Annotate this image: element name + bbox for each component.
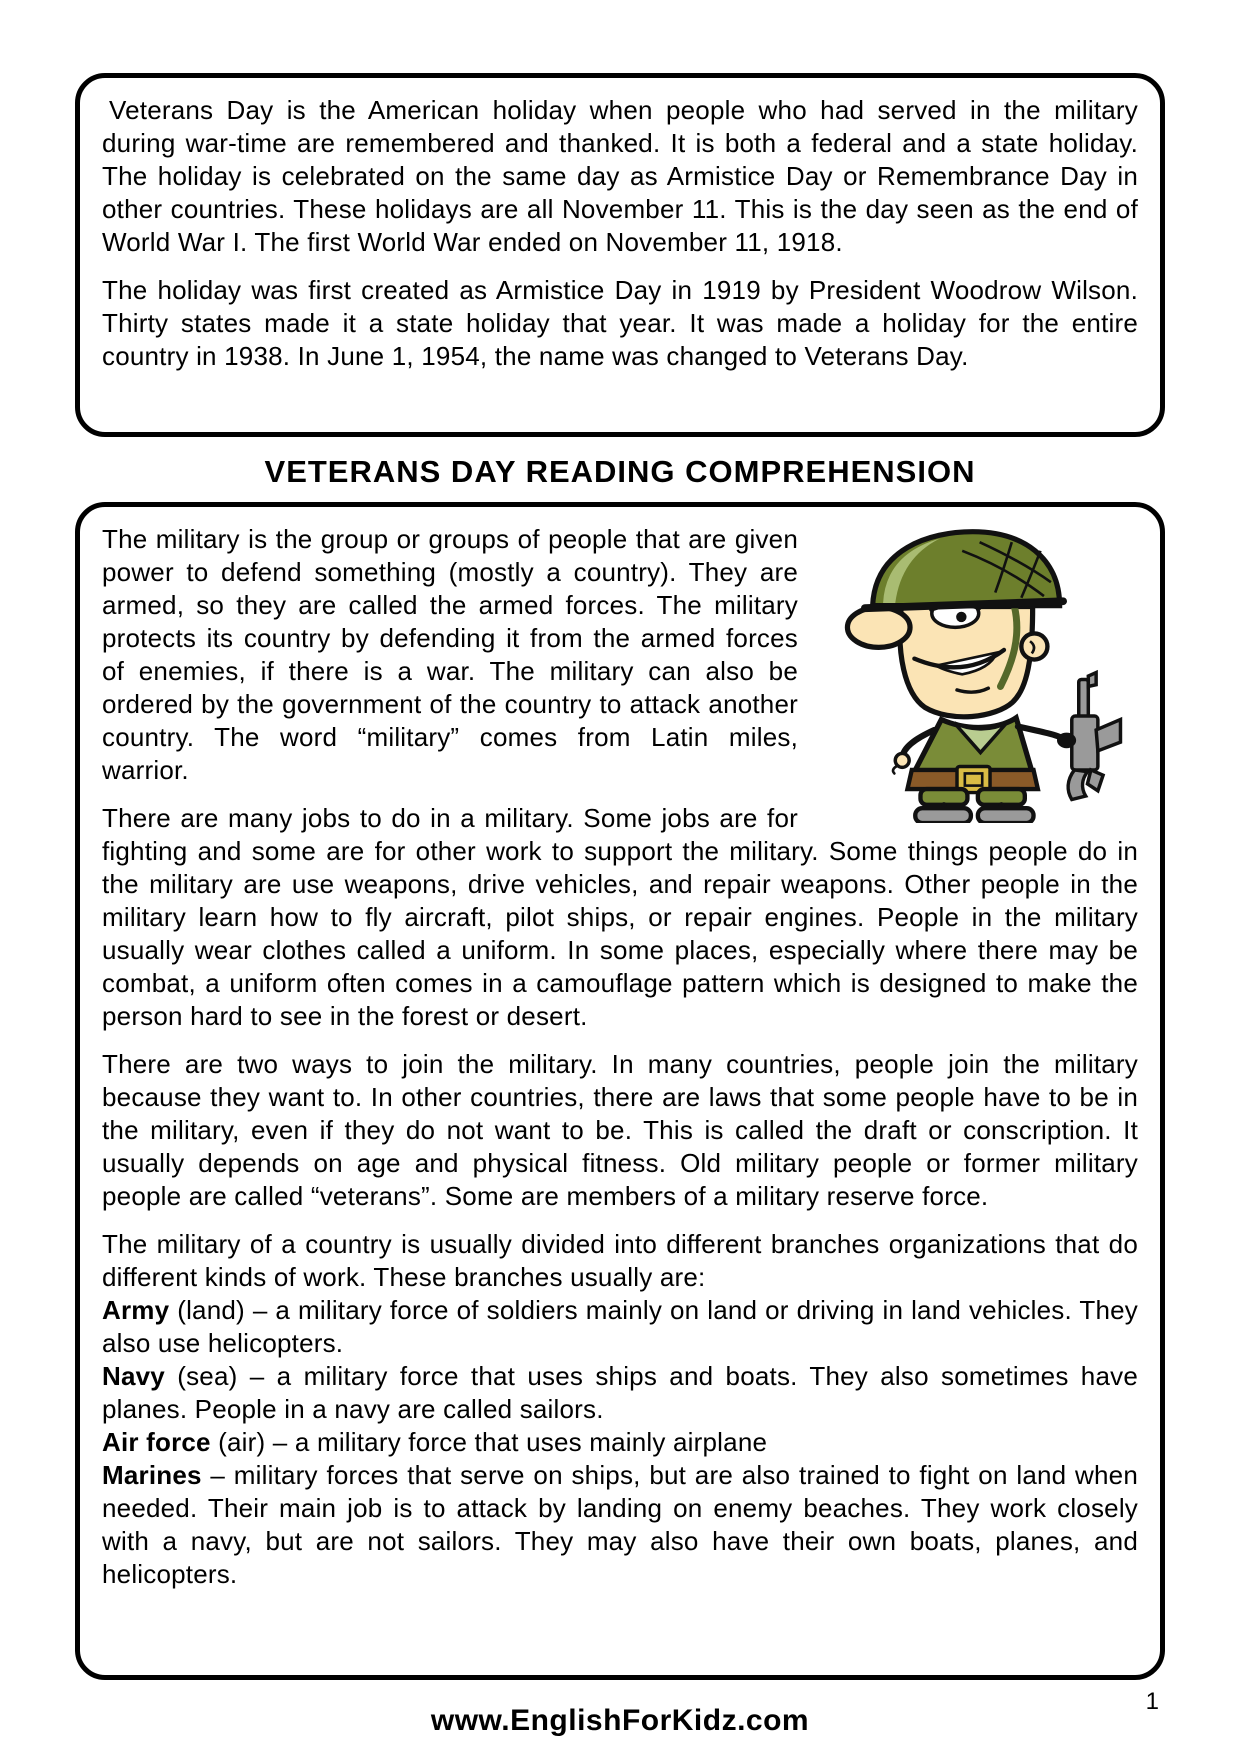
intro-box (75, 73, 1165, 437)
reading-paragraph-4: The military of a country is usually divided into different branches organizations that do different kinds of work. These branches usually are: (102, 1229, 1138, 1292)
branch-description: – military forces that serve on ships, but are also trained to fight on land when needed. Their main job is to attack by landing on enemy beaches. They work closely with a navy, but are not sailors. They may also have their own boats, planes, and helicopters. (102, 1460, 1138, 1589)
branch-description: (land) – a military force of soldiers mainly on land or driving in land vehicles. They also use helicopters. (102, 1295, 1138, 1358)
branch-description: (air) – a military force that uses mainly airplane (210, 1427, 768, 1457)
reading-paragraph-1: The military is the group or groups of people that are given power to defend something (mostly a country). They are armed, so they are called the armed forces. The military protects its country by defending it from the armed forces of enemies, if there is a war. The military can also be ordered by the government of the country to attack another country. The word “military” comes from Latin miles, warrior. (102, 524, 798, 785)
footer-website: www.EnglishForKidz.com (430, 1704, 810, 1737)
intro-paragraph-2: The holiday was first created as Armistice Day in 1919 by President Woodrow Wilson. Thirty states made it a state holiday that year. It was made a holiday for the entire country in 1938. In June 1, 1954, the name was changed to Veterans Day. (102, 275, 1138, 371)
branch-item-army (102, 1294, 1138, 1360)
branch-name: Air force (102, 1427, 211, 1457)
intro-paragraph-1: Veterans Day is the American holiday when people who had served in the military during war-time are remembered and thanked. It is both a federal and a state holiday. The holiday is celebrated on the same day as Armistice Day or Remembrance Day in other countries. These holidays are all November 11. This is the day seen as the end of World War I. The first World War ended on November 11, 1918. (102, 95, 1138, 257)
branch-name: Marines (102, 1460, 202, 1490)
page-content (75, 73, 1165, 1752)
cartoon-soldier-icon (816, 523, 1138, 823)
branch-name: Navy (102, 1361, 165, 1391)
page-title: VETERANS DAY READING COMPREHENSION (264, 454, 976, 489)
reading-paragraph-2: There are many jobs to do in a military. Some jobs are for fighting and some are for other work to support the military. Some things people do in the military are use weapons, drive vehicles, and repair weapons. Other people in the military learn how to fly aircraft, pilot ships, or repair engines. People in the military usually wear clothes called a uniform. In some places, especially where there may be combat, a uniform often comes in a camouflage pattern which is designed to make the person hard to see in the forest or desert. (102, 803, 1138, 1031)
branch-name: Army (102, 1295, 170, 1325)
branch-item-navy (102, 1360, 1138, 1426)
reading-paragraph-3: There are two ways to join the military. In many countries, people join the military because they want to. In other countries, there are laws that some people have to be in the military, even if they do not want to be. This is called the draft or conscription. It usually depends on age and physical fitness. Old military people or former military people are called “veterans”. Some are members of a military reserve force. (102, 1049, 1138, 1211)
rifle (1068, 673, 1120, 800)
branch-item-air-force (102, 1426, 1138, 1459)
page-number: 1 (1145, 1688, 1159, 1715)
branch-description: (sea) – a military force that uses ships and boats. They also sometimes have planes. People in a navy are called sailors. (102, 1361, 1138, 1424)
reading-box (75, 502, 1165, 1680)
branch-item-marines (102, 1459, 1138, 1591)
soldier-illustration (816, 523, 1138, 823)
footer-area (75, 1688, 1165, 1752)
